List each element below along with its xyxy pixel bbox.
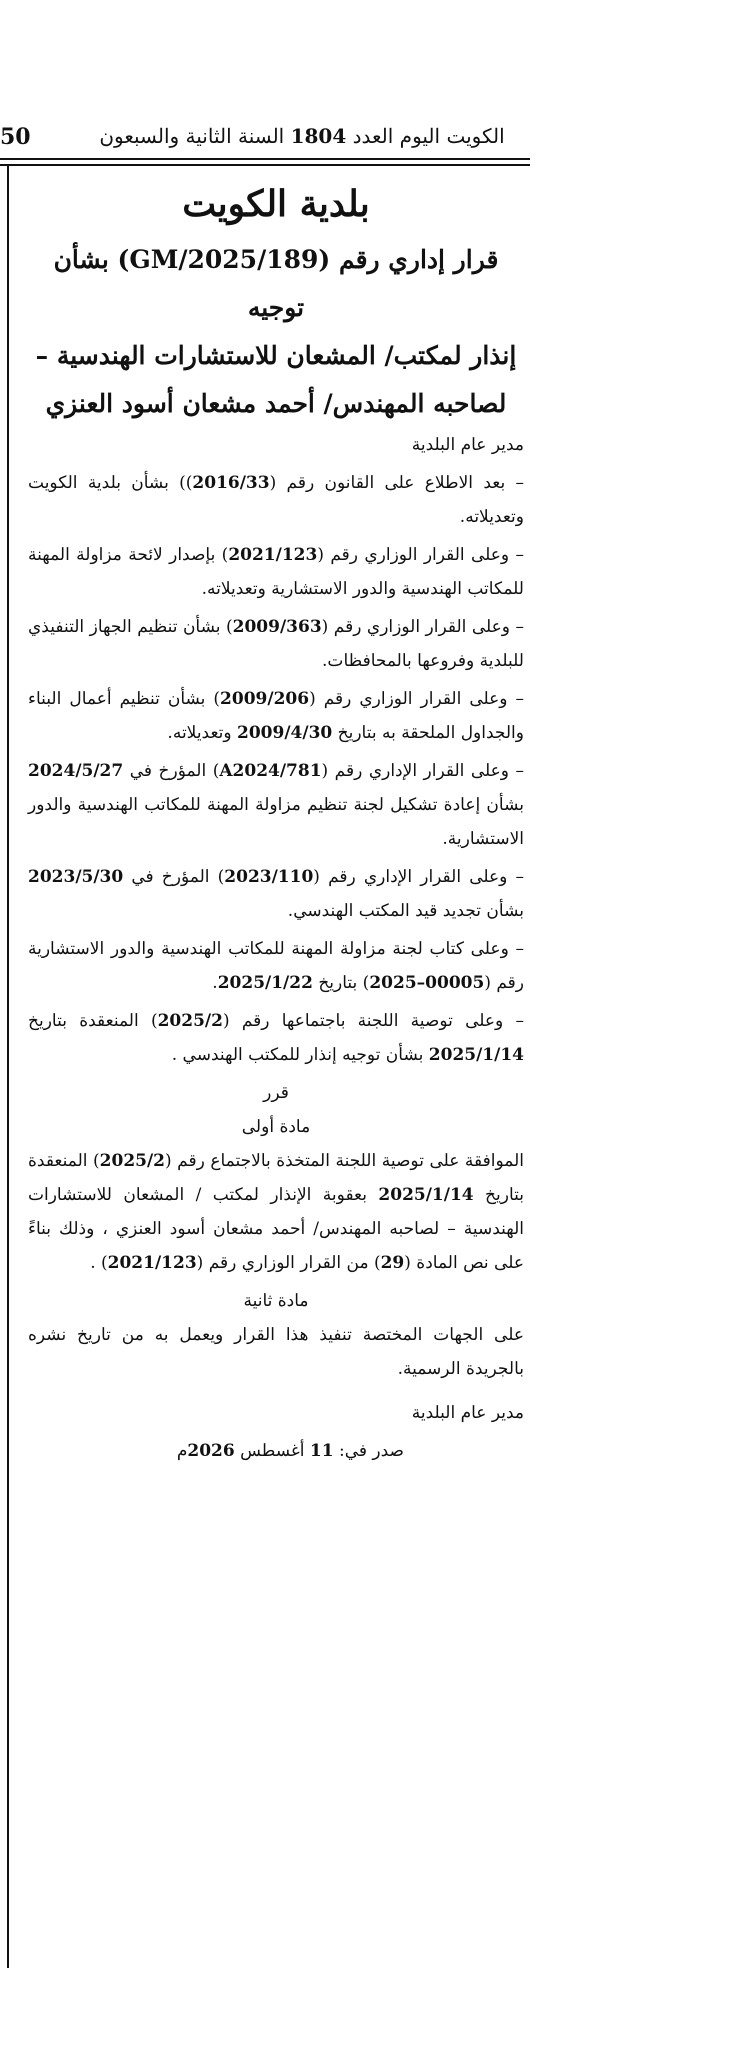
page-header (0, 118, 744, 158)
decision-number: GM/2025/189 (129, 245, 319, 274)
header-rule-top (0, 158, 530, 160)
article-2-heading: مادة ثانية (243, 1291, 309, 1311)
title-suffix: ) بشأن توجيه (53, 245, 305, 322)
issue-number: 1804 (290, 124, 347, 148)
preamble-3: – وعلى القرار الوزاري رقم (2009/363) بشأن تنظيم الجهاز التنفيذي للبلدية وفروعها بالمحافظات. (28, 617, 524, 671)
preamble-5: – وعلى القرار الإداري رقم (A2024/781) المؤرخ في 2024/5/27 بشأن إعادة تشكيل لجنة تنظيم مزاولة المهنة للمكاتب الهندسية والدور الاستشارية. (28, 761, 524, 849)
article-2-text: على الجهات المختصة تنفيذ هذا القرار ويعمل به من تاريخ نشره بالجريدة الرسمية. (28, 1325, 524, 1379)
article-1-heading: مادة أولى (241, 1117, 311, 1137)
preamble-6: – وعلى القرار الإداري رقم (2023/110) المؤرخ في 2023/5/30 بشأن تجديد قيد المكتب الهندسي. (28, 867, 524, 921)
preamble-2: – وعلى القرار الوزاري رقم (2021/123) بإصدار لائحة مزاولة المهنة للمكاتب الهندسية والدور الاستشارية وتعديلاته. (28, 545, 524, 599)
preamble-4: – وعلى القرار الوزاري رقم (2009/206) بشأن تنظيم أعمال البناء والجداول الملحقة به بتاريخ 2009/4/30 وتعديلاته. (28, 689, 524, 743)
article-1-text: الموافقة على توصية اللجنة المتخذة بالاجتماع رقم (2025/2) المنعقدة بتاريخ 2025/1/14 بعقوبة الإنذار لمكتب / المشعان للاستشارات الهندسية – لصاحبه المهندس/ أحمد مشعان أسود العنزي ، وذلك بناءً على نص المادة (29) من القرار الوزاري رقم (2021/123) . (28, 1151, 525, 1273)
preamble-8: – وعلى توصية اللجنة باجتماعها رقم (2025/2) المنعقدة بتاريخ 2025/1/14 بشأن توجيه إنذار للمكتب الهندسي . (28, 1011, 525, 1065)
newspaper-header (70, 124, 534, 148)
preamble-1: – بعد الاطلاع على القانون رقم (2016/33)) بشأن بلدية الكويت وتعديلاته. (28, 473, 524, 527)
decision-title-line-3: لصاحبه المهندس/ أحمد مشعان أسود العنزي (45, 389, 507, 418)
issue-date: صدر في: 11 أغسطس 2026م (176, 1441, 404, 1461)
column-divider (7, 166, 9, 1968)
preamble-7: – وعلى كتاب لجنة مزاولة المهنة للمكاتب الهندسية والدور الاستشارية رقم (00005–2025) بتاريخ 2025/1/22. (28, 939, 524, 993)
org-title: بلدية الكويت (182, 183, 370, 225)
decision-title-line-1 (28, 236, 524, 332)
decision-body (28, 176, 524, 1472)
signature: مدير عام البلدية (411, 1403, 524, 1423)
title-prefix: قرار إداري رقم ( (318, 245, 499, 274)
newspaper-name: الكويت اليوم العدد (352, 124, 505, 148)
decided-heading: قرر (263, 1083, 289, 1103)
issuer: مدير عام البلدية (411, 435, 524, 455)
publication-year: السنة الثانية والسبعون (99, 124, 285, 148)
decision-title-line-2: إنذار لمكتب/ المشعان للاستشارات الهندسية – (35, 341, 517, 370)
header-rule-bottom (0, 164, 530, 166)
page-number: 50 (0, 124, 31, 150)
